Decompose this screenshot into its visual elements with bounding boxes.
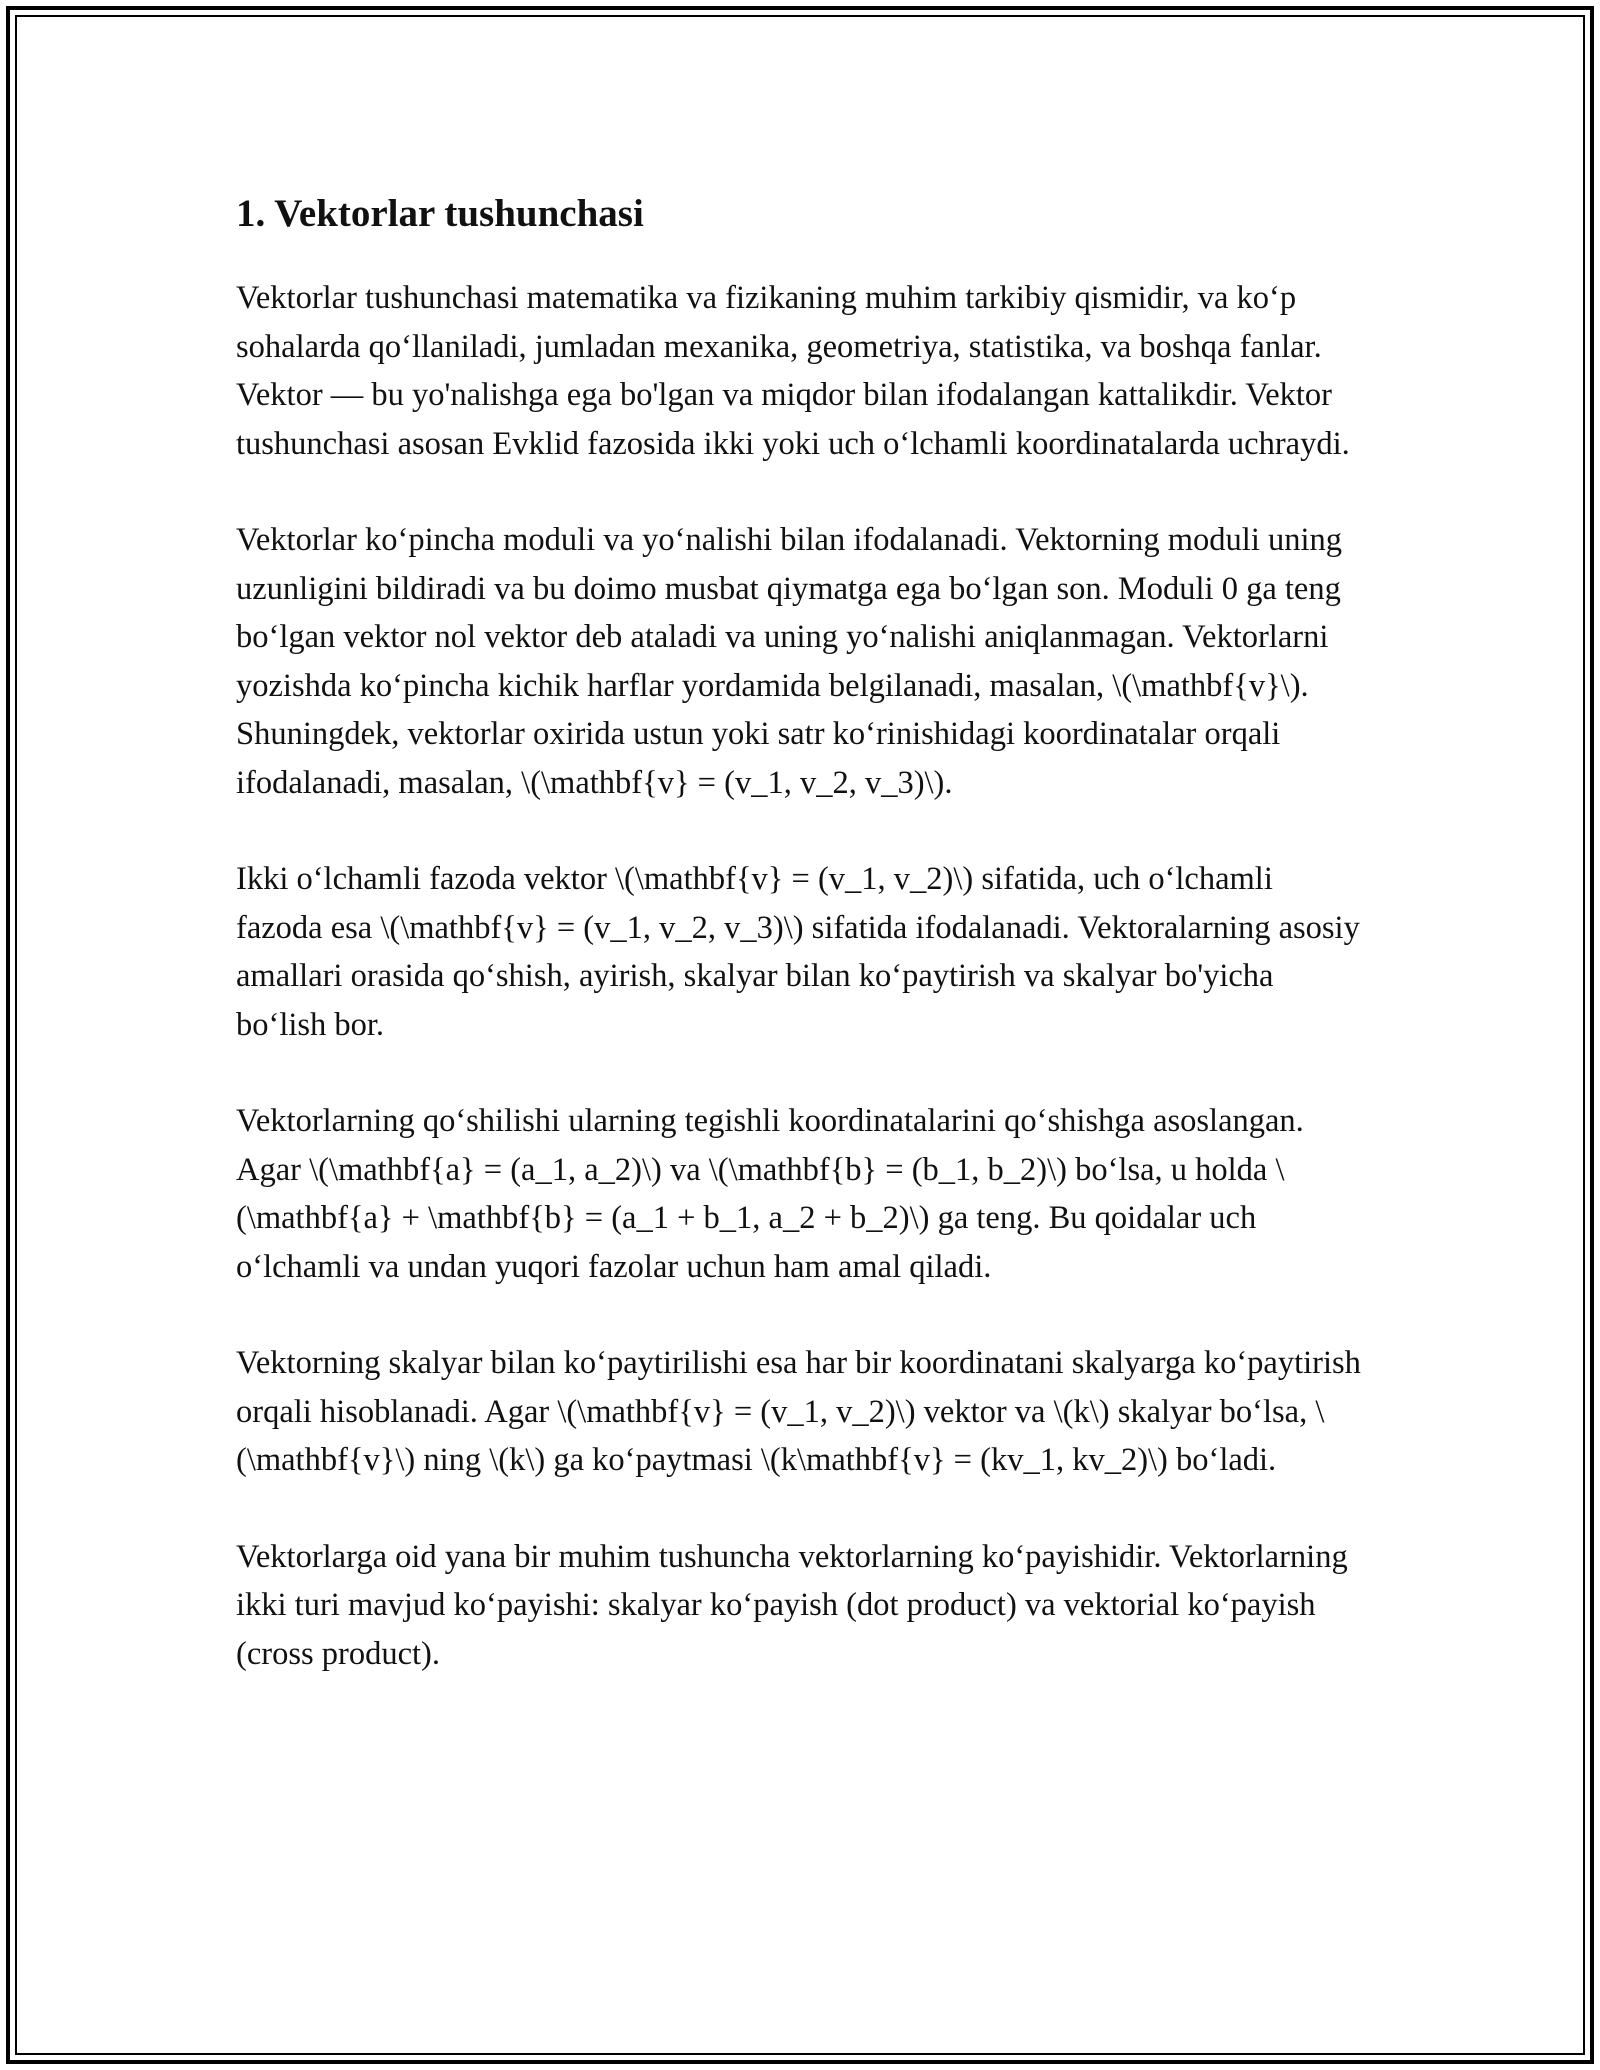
paragraph-scalar-multiplication: Vektorning skalyar bilan ko‘paytirilishi esa har bir koordinatani skalyarga ko‘paytirish orqali hisoblanadi. Agar \(\mathbf{v} = (v_1, v_2)\) vektor va \(k\) skalyar bo‘lsa, \(\mathbf{v}\) ning \(k\) ga ko‘paytmasi \(k\mathbf{v} = (kv_1, kv_2)\) bo‘ladi. [236,1345,1361,1478]
paragraph-products: Vektorlarga oid yana bir muhim tushuncha vektorlarning ko‘payishidir. Vektorlarning ikki turi mavjud ko‘payishi: skalyar ko‘payish (dot product) va vektorial ko‘payish (cross product). [236,1538,1348,1672]
document-body [236,186,1366,1726]
paragraph-intro: Vektorlar tushunchasi matematika va fizikaning muhim tarkibiy qismidir, va ko‘p sohalarda qo‘llaniladi, jumladan mexanika, geometriya, statistika, va boshqa fanlar. Vektor — bu yo'nalishga ega bo'lgan va miqdor bilan ifodalangan kattalikdir. Vektor tushunchasi asosan Evklid fazosida ikki yoki uch o‘lchamli koordinatalarda uchraydi. [236,280,1350,462]
paragraph-modulus-direction: Vektorlar ko‘pincha moduli va yo‘nalishi bilan ifodalanadi. Vektorning moduli uning uzunligini bildiradi va bu doimo musbat qiymatga ega bo‘lgan son. Moduli 0 ga teng bo‘lgan vektor nol vektor deb ataladi va uning yo‘nalishi aniqlanmagan. Vektorlarni yozishda ko‘pincha kichik harflar yordamida belgilanadi, masalan, \(\mathbf{v}\). Shuningdek, vektorlar oxirida ustun yoki satr ko‘rinishidagi koordinatalar orqali ifodalanadi, masalan, \(\mathbf{v} = (v_1, v_2, v_3)\). [236,522,1342,801]
paragraph-addition: Vektorlarning qo‘shilishi ularning tegishli koordinatalarini qo‘shishga asoslangan. Agar \(\mathbf{a} = (a_1, a_2)\) va \(\mathbf{b} = (b_1, b_2)\) bo‘lsa, u holda \(\mathbf{a} + \mathbf{b} = (a_1 + b_1, a_2 + b_2)\) ga teng. Bu qoidalar uch o‘lchamli va undan yuqori fazolar uchun ham amal qiladi. [236,1103,1304,1285]
section-heading: 1. Vektorlar tushunchasi [236,192,644,235]
paragraph-dimensions: Ikki o‘lchamli fazoda vektor \(\mathbf{v} = (v_1, v_2)\) sifatida, uch o‘lchamli fazoda esa \(\mathbf{v} = (v_1, v_2, v_3)\) sifatida ifodalanadi. Vektoralarning asosiy amallari orasida qo‘shish, ayirish, skalyar bilan ko‘paytirish va skalyar bo'yicha bo‘lish bor. [236,861,1360,1043]
